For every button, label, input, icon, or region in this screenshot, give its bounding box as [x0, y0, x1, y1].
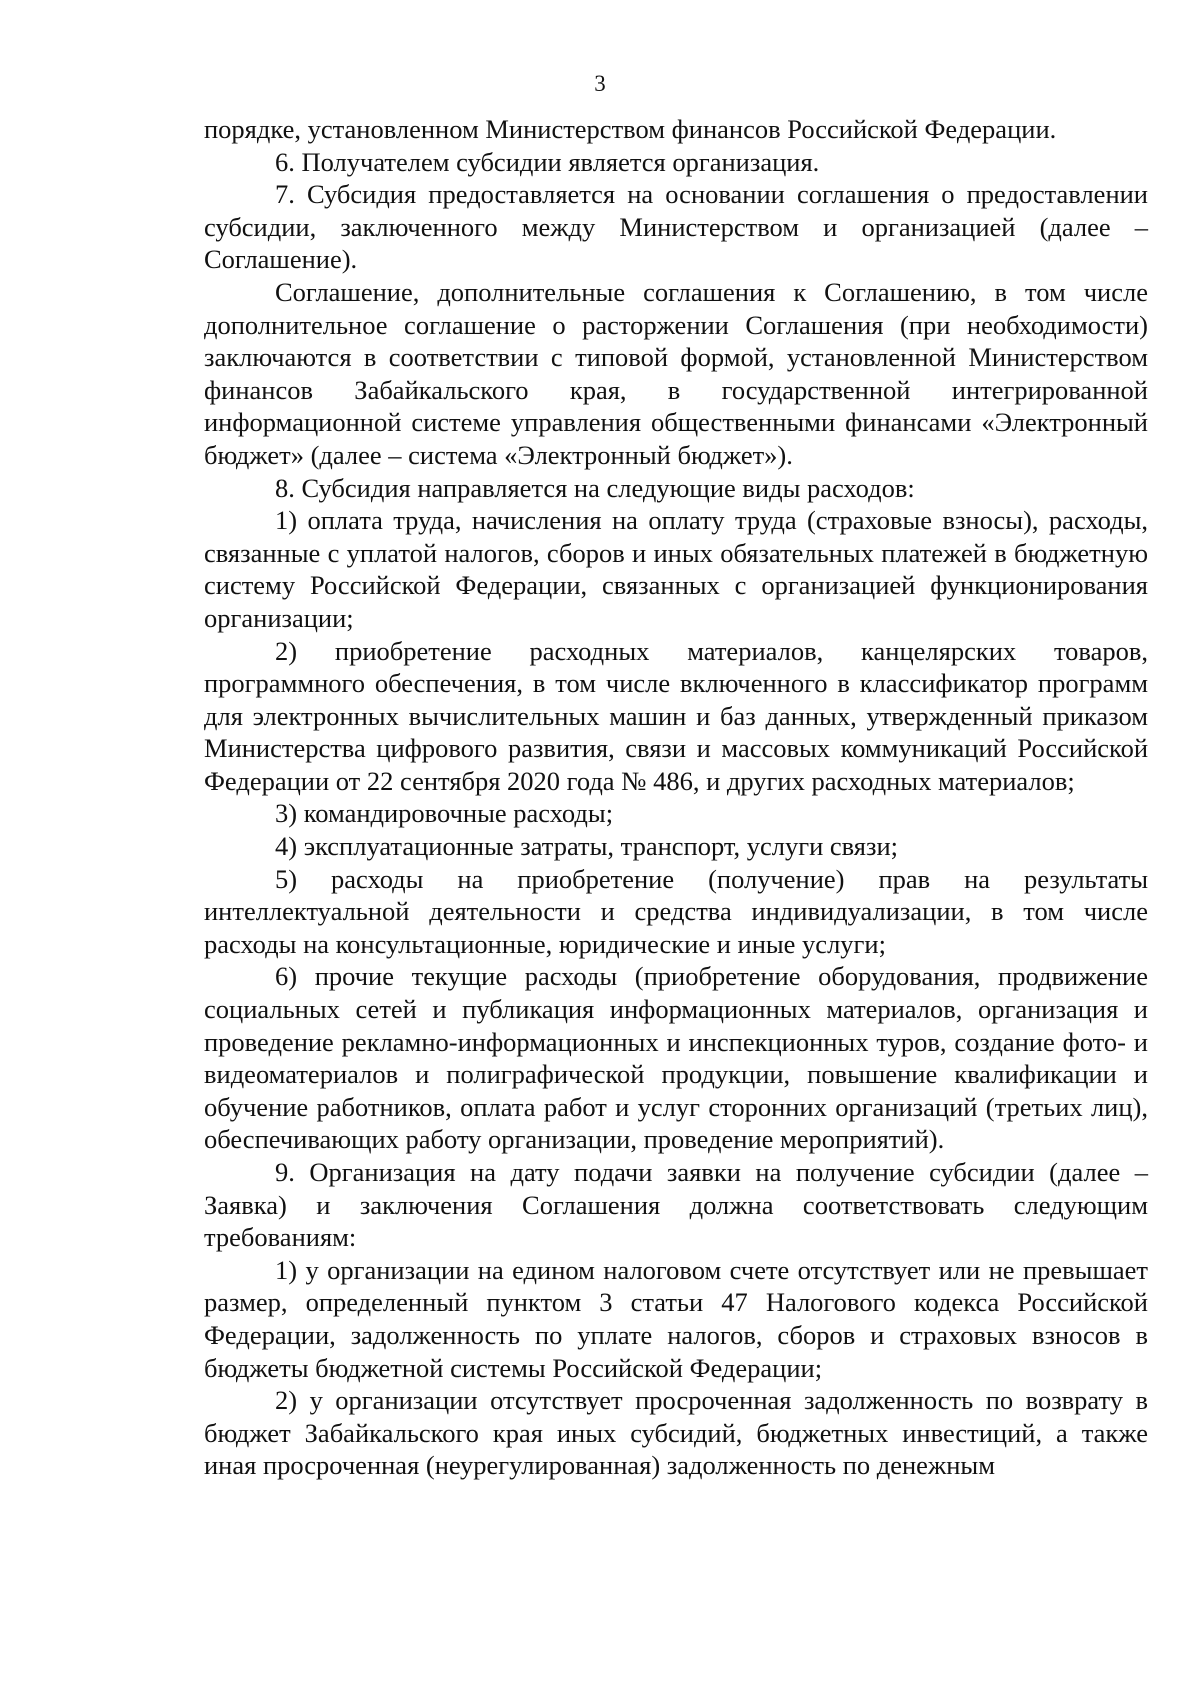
- list-item-8-4: 4) эксплуатационные затраты, транспорт, услуги связи;: [275, 831, 898, 862]
- list-item-8-3: 3) командировочные расходы;: [275, 798, 614, 829]
- document-body: [204, 113, 1148, 1482]
- paragraph-item-7: 7. Субсидия предоставляется на основании соглашения о предоставлении субсидии, заключенного между Министерством и организацией (далее – Соглашение).: [204, 179, 1148, 275]
- list-item-9-2: 2) у организации отсутствует просроченная задолженность по возврату в бюджет Забайкальского края иных субсидий, бюджетных инвестиций, а также иная просроченная (неурегулированная) задолженность по денежным: [204, 1385, 1148, 1481]
- list-item-9-1: 1) у организации на едином налоговом счете отсутствует или не превышает размер, определенный пунктом 3 статьи 47 Налогового кодекса Российской Федерации, задолженность по уплате налогов, сборов и страховых взносов в бюджеты бюджетной системы Российской Федерации;: [204, 1254, 1148, 1383]
- list-item-8-6: 6) прочие текущие расходы (приобретение оборудования, продвижение социальных сетей и публикация информационных материалов, организация и проведение рекламно-информационных и инспекционных туров, создание фото- и видеоматериалов и полиграфической продукции, повышение квалификации и обучение работников, оплата работ и услуг сторонних организаций (третьих лиц), обеспечивающих работу организации, проведение мероприятий).: [204, 961, 1148, 1155]
- paragraph-item-6: 6. Получателем субсидии является организация.: [275, 146, 820, 177]
- paragraph-item-8: 8. Субсидия направляется на следующие виды расходов:: [275, 472, 915, 503]
- paragraph-item-9: 9. Организация на дату подачи заявки на получение субсидии (далее – Заявка) и заключения Соглашения должна соответствовать следующим требованиям:: [204, 1157, 1148, 1253]
- page-number: 3: [594, 71, 606, 96]
- list-item-8-2: 2) приобретение расходных материалов, канцелярских товаров, программного обеспечения, в том числе включенного в классификатор программ для электронных вычислительных машин и баз данных, утвержденный приказом Министерства цифрового развития, связи и массовых коммуникаций Российской Федерации от 22 сентября 2020 года № 486, и других расходных материалов;: [204, 635, 1148, 796]
- list-item-8-1: 1) оплата труда, начисления на оплату труда (страховые взносы), расходы, связанные с уплатой налогов, сборов и иных обязательных платежей в бюджетную систему Российской Федерации, связанных с организацией функционирования организации;: [204, 505, 1148, 633]
- list-item-8-5: 5) расходы на приобретение (получение) прав на результаты интеллектуальной деятельности и средства индивидуализации, в том числе расходы на консультационные, юридические и иные услуги;: [204, 863, 1148, 959]
- paragraph-agreement-details: Соглашение, дополнительные соглашения к Соглашению, в том числе дополнительное соглашение о расторжении Соглашения (при необходимости) заключаются в соответствии с типовой формой, установленной Министерством финансов Забайкальского края, в государственной интегрированной информационной системе управления общественными финансами «Электронный бюджет» (далее – система «Электронный бюджет»).: [204, 276, 1148, 470]
- paragraph-continuation: порядке, установленном Министерством финансов Российской Федерации.: [204, 114, 1057, 144]
